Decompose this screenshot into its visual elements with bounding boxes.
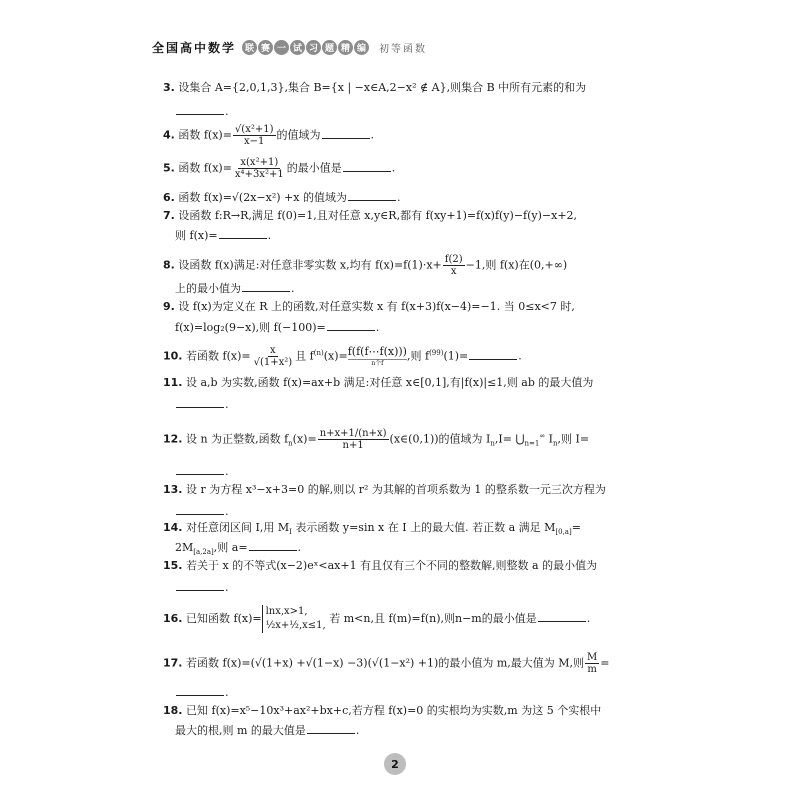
problem-text: 上的最小值为 xyxy=(175,282,241,295)
chapter-topic: 初等函数 xyxy=(379,43,428,55)
problem-7-cont xyxy=(175,228,271,243)
answer-blank xyxy=(307,723,355,734)
problem-text: = xyxy=(571,521,581,534)
punct: . xyxy=(225,105,229,118)
problem-text: 若 m<n,且 f(m)=f(n),则n−m的最小值是 xyxy=(329,612,537,625)
problem-text: 设函数 f(x)满足:对任意非零实数 x,均有 f(x)=f(1)·x+ xyxy=(178,258,442,272)
punct: . xyxy=(396,191,401,204)
problem-text: (x)= xyxy=(292,432,317,446)
punct: . xyxy=(586,612,591,625)
underbrace-label: n个f xyxy=(348,359,407,367)
problem-text: 的最小值是 xyxy=(286,161,342,175)
superscript: (n) xyxy=(313,348,324,357)
answer-blank xyxy=(219,228,267,239)
problem-18-cont xyxy=(175,723,359,738)
answer-blank xyxy=(176,580,224,591)
answer-blank xyxy=(176,464,224,475)
fraction xyxy=(318,428,389,451)
badge-char: 题 xyxy=(322,40,337,55)
problem-text: (x∈(0,1))的值域为 I xyxy=(389,432,491,446)
punct: . xyxy=(297,541,302,554)
problem-6 xyxy=(163,190,643,205)
problem-text: f(x)=log₂(9−x),则 f(−100)= xyxy=(175,321,326,334)
underbrace xyxy=(348,345,407,367)
problem-text: 函数 f(x)= xyxy=(178,161,232,175)
problem-3-answer xyxy=(175,104,229,119)
book-title-badges xyxy=(242,40,369,55)
subscript: n xyxy=(288,439,293,448)
problem-number: 17. xyxy=(163,656,183,670)
problem-17 xyxy=(163,652,643,675)
problem-text: 2M xyxy=(175,541,194,554)
answer-blank xyxy=(249,540,297,551)
fraction xyxy=(252,345,295,368)
fraction xyxy=(233,157,286,180)
problem-text: ,则 f xyxy=(406,349,430,363)
answer-blank xyxy=(327,320,375,331)
fraction xyxy=(233,124,276,147)
problem-text: 的值域为 xyxy=(276,128,321,142)
problem-16 xyxy=(163,605,643,633)
problem-12 xyxy=(163,428,643,451)
case-2: ½x+½,x≤1, xyxy=(265,620,326,631)
numerator: f(2) xyxy=(444,254,463,265)
denominator: n+1 xyxy=(342,440,364,451)
problem-13 xyxy=(163,483,643,497)
superscript: (99) xyxy=(429,348,444,357)
punct: . xyxy=(291,282,295,295)
problem-text: 已知 f(x)=x⁵−10x³+ax²+bx+c,若方程 f(x)=0 的实根均为实数,m 为这 5 个实根中 xyxy=(186,704,602,717)
problem-text: 设 n 为正整数,函数 f xyxy=(186,432,289,446)
denominator: x⁴+3x²+1 xyxy=(234,169,284,180)
answer-blank xyxy=(176,504,224,515)
problem-number: 18. xyxy=(163,704,183,717)
problem-15 xyxy=(163,559,643,573)
subscript: [0,a] xyxy=(555,528,572,537)
punct: . xyxy=(225,465,229,478)
answer-blank xyxy=(176,104,224,115)
underbrace-expr: f(f(f⋯f(x))) xyxy=(347,345,407,358)
problem-11-answer xyxy=(175,397,229,412)
punct: . xyxy=(391,161,396,175)
problem-15-answer xyxy=(175,580,229,595)
problem-number: 9. xyxy=(163,300,175,313)
problem-number: 12. xyxy=(163,432,183,446)
problem-text: 最大的根,则 m 的最大值是 xyxy=(175,724,306,737)
problem-8 xyxy=(163,254,643,277)
problem-3 xyxy=(163,81,643,95)
punct: . xyxy=(225,398,229,411)
case-1: lnx,x>1, xyxy=(265,606,308,617)
problem-17-answer xyxy=(175,685,229,700)
problem-11 xyxy=(163,376,643,390)
answer-blank xyxy=(242,281,290,292)
answer-blank xyxy=(322,128,370,139)
badge-char: 精 xyxy=(338,40,353,55)
problem-number: 6. xyxy=(163,191,175,204)
problem-text: 则 f(x)= xyxy=(175,229,218,242)
page-number: 2 xyxy=(384,753,406,775)
problem-9-cont xyxy=(175,320,379,335)
answer-blank xyxy=(469,349,517,360)
problem-number: 3. xyxy=(163,81,175,94)
problem-14 xyxy=(163,521,643,539)
problem-text: (x)= xyxy=(323,349,348,363)
problem-number: 7. xyxy=(163,209,175,222)
problem-number: 10. xyxy=(163,349,183,363)
problem-number: 11. xyxy=(163,376,183,389)
subscript: n xyxy=(553,439,558,448)
series-title: 全国高中数学 xyxy=(152,40,237,55)
problem-9 xyxy=(163,300,643,314)
punct: . xyxy=(355,724,360,737)
problem-text: 函数 f(x)=√(2x−x²) +x 的值域为 xyxy=(178,191,347,204)
problem-text: 设 a,b 为实数,函数 f(x)=ax+b 满足:对任意 x∈[0,1],有|f(x)|≤1,则 ab 的最大值为 xyxy=(186,376,594,389)
fraction xyxy=(443,254,465,277)
problem-text: I xyxy=(548,432,554,446)
numerator: x(x²+1) xyxy=(240,157,279,168)
punct: . xyxy=(225,686,229,699)
fraction xyxy=(585,652,599,675)
problem-number: 8. xyxy=(163,258,175,272)
badge-char: 赛 xyxy=(258,40,273,55)
problem-text: 且 f xyxy=(295,349,314,363)
punct: . xyxy=(225,581,229,594)
problem-8-cont xyxy=(175,281,295,296)
problem-text: 已知函数 f(x)= xyxy=(186,612,262,625)
badge-char: 联 xyxy=(242,40,257,55)
subscript: I xyxy=(289,528,292,537)
problem-text: 若函数 f(x)=(√(1+x) +√(1−x) −3)(√(1−x²) +1)的最小值为 m,最大值为 M,则 xyxy=(186,656,584,670)
problem-7 xyxy=(163,209,643,223)
problem-number: 15. xyxy=(163,559,183,572)
problem-number: 13. xyxy=(163,483,183,496)
superscript: ∞ xyxy=(539,431,546,440)
problem-4 xyxy=(163,124,643,147)
numerator: √(x²+1) xyxy=(234,124,274,135)
problem-number: 16. xyxy=(163,612,183,625)
denominator: x−1 xyxy=(244,136,265,147)
problem-text: 若函数 f(x)= xyxy=(186,349,251,363)
punct: . xyxy=(370,128,374,142)
subscript: n=1 xyxy=(524,439,540,448)
problem-text: 表示函数 y=sin x 在 I 上的最大值. 若正数 a 满足 M xyxy=(291,521,556,534)
answer-blank xyxy=(538,611,586,622)
answer-blank xyxy=(348,190,396,201)
problem-text: 函数 f(x)= xyxy=(178,128,232,142)
problem-12-answer xyxy=(175,464,229,479)
problem-text: = xyxy=(600,656,610,670)
subscript: [a,2a] xyxy=(193,548,214,557)
problem-text: ,则 I= xyxy=(557,432,590,446)
problem-text: 对任意闭区间 I,用 M xyxy=(186,521,290,534)
running-header xyxy=(152,38,427,56)
problem-text: ,I= ⋃ xyxy=(494,432,525,446)
problem-number: 5. xyxy=(163,161,175,175)
badge-char: 编 xyxy=(354,40,369,55)
numerator: x xyxy=(270,345,276,356)
subscript: n xyxy=(490,439,495,448)
problem-text: 设 r 为方程 x³−x+3=0 的解,则以 r² 为其解的首项系数为 1 的整系数一元三次方程为 xyxy=(186,483,606,496)
problem-14-cont xyxy=(175,540,301,559)
problem-text: 设函数 f:R→R,满足 f(0)=1,且对任意 x,y∈R,都有 f(xy+1)=f(x)f(y)−f(y)−x+2, xyxy=(178,209,578,222)
piecewise-cases xyxy=(262,605,326,633)
problem-10 xyxy=(163,345,643,368)
denominator: m xyxy=(587,664,597,675)
problem-text: −1,则 f(x)在(0,+∞) xyxy=(465,258,568,272)
problem-text: 设 f(x)为定义在 R 上的函数,对任意实数 x 有 f(x+3)f(x−4)=−1. 当 0≤x<7 时, xyxy=(178,300,575,313)
problem-text: (1)= xyxy=(443,349,469,363)
badge-char: 一 xyxy=(274,40,289,55)
problem-number: 4. xyxy=(163,128,175,142)
answer-blank xyxy=(176,397,224,408)
problem-text: 设集合 A={2,0,1,3},集合 B={x | −x∈A,2−x² ∉ A},则集合 B 中所有元素的和为 xyxy=(178,81,587,94)
problem-18 xyxy=(163,704,643,718)
badge-char: 试 xyxy=(290,40,305,55)
punct: . xyxy=(518,349,522,363)
problem-text: 若关于 x 的不等式(x−2)eˣ<ax+1 有且仅有三个不同的整数解,则整数 a 的最小值为 xyxy=(186,559,598,572)
denominator: √(1+x²) xyxy=(253,357,293,368)
punct: . xyxy=(225,505,229,518)
problem-text: ,则 a= xyxy=(213,541,248,554)
punct: . xyxy=(375,321,380,334)
problem-5 xyxy=(163,157,643,180)
badge-char: 习 xyxy=(306,40,321,55)
numerator: M xyxy=(587,652,598,663)
punct: . xyxy=(267,229,272,242)
problem-13-answer xyxy=(175,504,229,519)
answer-blank xyxy=(343,161,391,172)
problem-number: 14. xyxy=(163,521,183,534)
numerator: n+x+1/(n+x) xyxy=(319,428,387,439)
answer-blank xyxy=(176,685,224,696)
denominator: x xyxy=(450,266,457,277)
